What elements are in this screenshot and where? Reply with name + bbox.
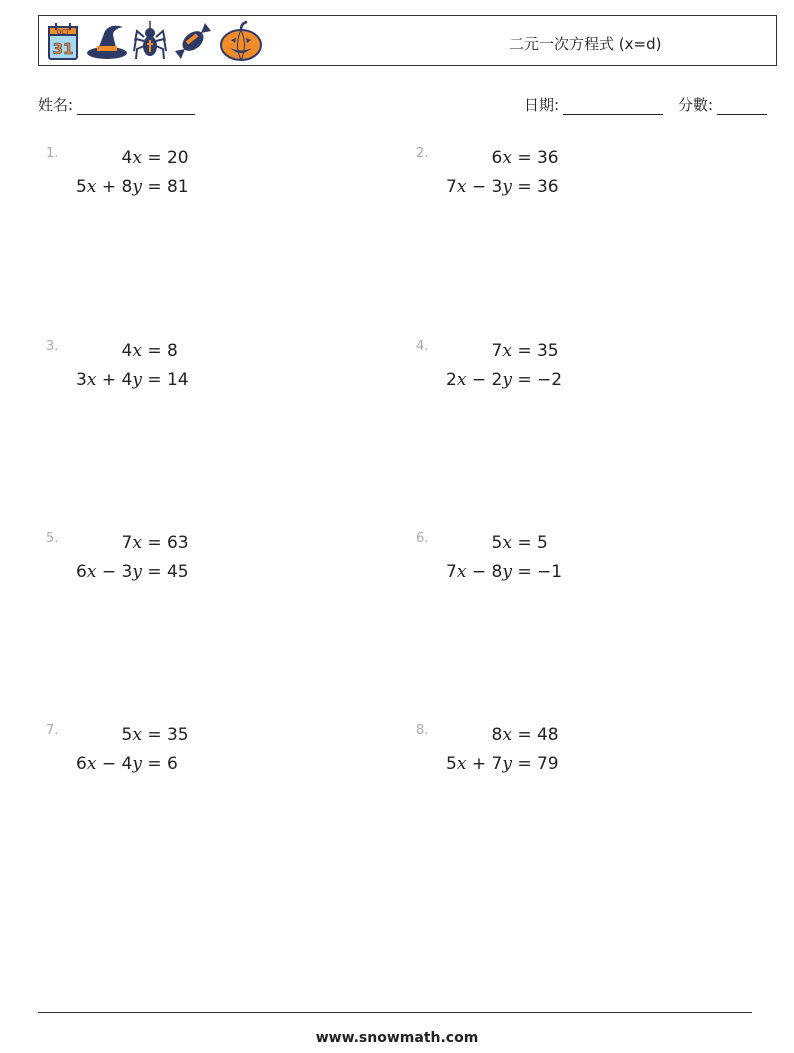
var-x: x (132, 341, 142, 361)
rhs: 6 (166, 754, 178, 774)
equation-1: 5x = 5 (491, 533, 548, 553)
coef-x: 7 (491, 341, 503, 361)
equation-1: 4x = 20 (121, 148, 189, 168)
witch-hat-icon (85, 21, 129, 61)
equation-1: 6x = 36 (491, 148, 559, 168)
rhs: 14 (166, 370, 189, 390)
problem-item (416, 339, 716, 399)
var-x: x (86, 754, 97, 774)
coef-x: 5 (121, 725, 133, 745)
name-field (38, 94, 195, 115)
problem-item (46, 531, 346, 591)
equation-1: 4x = 8 (121, 341, 178, 361)
coef-x: 3 (76, 370, 87, 390)
operator: + (101, 370, 117, 390)
operator: − (471, 370, 487, 390)
operator: − (471, 177, 487, 197)
footer-url: www.snowmath.com (315, 1030, 479, 1046)
var-x: x (456, 562, 467, 582)
equation-1: 7x = 63 (121, 533, 189, 553)
coef-y: 8 (491, 562, 503, 582)
spider-icon (133, 21, 167, 61)
var-y: y (502, 177, 512, 197)
rhs: 35 (536, 341, 559, 361)
var-y: y (132, 177, 142, 197)
problem-number: 1. (46, 146, 59, 161)
var-y: y (132, 370, 142, 390)
score-label: 分數: (678, 96, 714, 114)
equation-2: 7x − 3y = 36 (446, 177, 559, 197)
coef-x: 6 (491, 148, 503, 168)
coef-x: 4 (121, 341, 133, 361)
operator: + (471, 754, 487, 774)
problem-number: 4. (416, 339, 429, 354)
candy-icon (171, 21, 215, 61)
equation-1: 7x = 35 (491, 341, 559, 361)
name-blank[interactable] (77, 98, 195, 115)
equation-2: 5x + 7y = 79 (446, 754, 559, 774)
var-x: x (502, 341, 512, 361)
var-y: y (502, 370, 512, 390)
rhs: 81 (166, 177, 189, 197)
problem-item (46, 339, 346, 399)
score-blank[interactable] (717, 98, 767, 115)
coef-x: 8 (491, 725, 503, 745)
rhs: 79 (536, 754, 559, 774)
var-x: x (502, 725, 512, 745)
coef-x: 6 (76, 754, 87, 774)
rhs: −2 (536, 370, 563, 390)
rhs: 5 (536, 533, 548, 553)
coef-x: 5 (446, 754, 457, 774)
date-blank[interactable] (563, 98, 663, 115)
rhs: 36 (536, 148, 559, 168)
rhs: 48 (536, 725, 559, 745)
equation-2: 3x + 4y = 14 (76, 370, 189, 390)
problem-number: 7. (46, 723, 59, 738)
var-x: x (456, 177, 467, 197)
coef-y: 2 (491, 370, 503, 390)
problem-number: 8. (416, 723, 429, 738)
coef-y: 4 (121, 754, 133, 774)
coef-y: 3 (491, 177, 503, 197)
calendar-month: OCT (56, 29, 70, 36)
equation-2: 6x − 3y = 45 (76, 562, 189, 582)
var-y: y (502, 562, 512, 582)
coef-y: 7 (491, 754, 503, 774)
equation-2: 2x − 2y = −2 (446, 370, 563, 390)
rhs: 8 (166, 341, 178, 361)
coef-x: 7 (446, 562, 457, 582)
var-y: y (132, 562, 142, 582)
problem-number: 2. (416, 146, 429, 161)
problem-item (46, 146, 346, 206)
rhs: −1 (536, 562, 563, 582)
operator: − (471, 562, 487, 582)
var-y: y (502, 754, 512, 774)
equation-2: 6x − 4y = 6 (76, 754, 178, 774)
equation-1: 8x = 48 (491, 725, 559, 745)
coef-x: 7 (121, 533, 133, 553)
date-label: 日期: (524, 96, 560, 114)
var-x: x (86, 177, 97, 197)
coef-x: 2 (446, 370, 457, 390)
problem-number: 3. (46, 339, 59, 354)
coef-x: 4 (121, 148, 133, 168)
problem-item (416, 723, 716, 783)
operator: − (101, 754, 117, 774)
equation-2: 5x + 8y = 81 (76, 177, 189, 197)
var-x: x (132, 148, 142, 168)
problem-item (46, 723, 346, 783)
problem-number: 5. (46, 531, 59, 546)
var-x: x (456, 370, 467, 390)
var-x: x (86, 562, 97, 582)
worksheet-title: 二元一次方程式 (x=d) (509, 35, 662, 53)
equation-1: 5x = 35 (121, 725, 189, 745)
var-y: y (132, 754, 142, 774)
var-x: x (502, 148, 512, 168)
rhs: 35 (166, 725, 189, 745)
rhs: 45 (166, 562, 189, 582)
footer-rule (38, 1012, 752, 1013)
pumpkin-icon (219, 20, 263, 62)
problem-item (416, 146, 716, 206)
var-x: x (456, 754, 467, 774)
name-label: 姓名: (38, 96, 74, 114)
coef-x: 6 (76, 562, 87, 582)
coef-y: 4 (121, 370, 133, 390)
operator: − (101, 562, 117, 582)
coef-y: 8 (121, 177, 133, 197)
operator: + (101, 177, 117, 197)
calendar-oct-31-icon (45, 21, 81, 61)
var-x: x (86, 370, 97, 390)
var-x: x (132, 533, 142, 553)
date-field (524, 94, 663, 115)
rhs: 36 (536, 177, 559, 197)
problem-item (416, 531, 716, 591)
calendar-day: 31 (52, 40, 74, 58)
equation-2: 7x − 8y = −1 (446, 562, 563, 582)
rhs: 63 (166, 533, 189, 553)
var-x: x (502, 533, 512, 553)
var-x: x (132, 725, 142, 745)
coef-x: 5 (491, 533, 503, 553)
header-icons (45, 19, 263, 63)
header-box (38, 15, 777, 66)
coef-x: 7 (446, 177, 457, 197)
coef-x: 5 (76, 177, 87, 197)
score-field (678, 94, 767, 115)
coef-y: 3 (121, 562, 133, 582)
problem-number: 6. (416, 531, 429, 546)
rhs: 20 (166, 148, 189, 168)
